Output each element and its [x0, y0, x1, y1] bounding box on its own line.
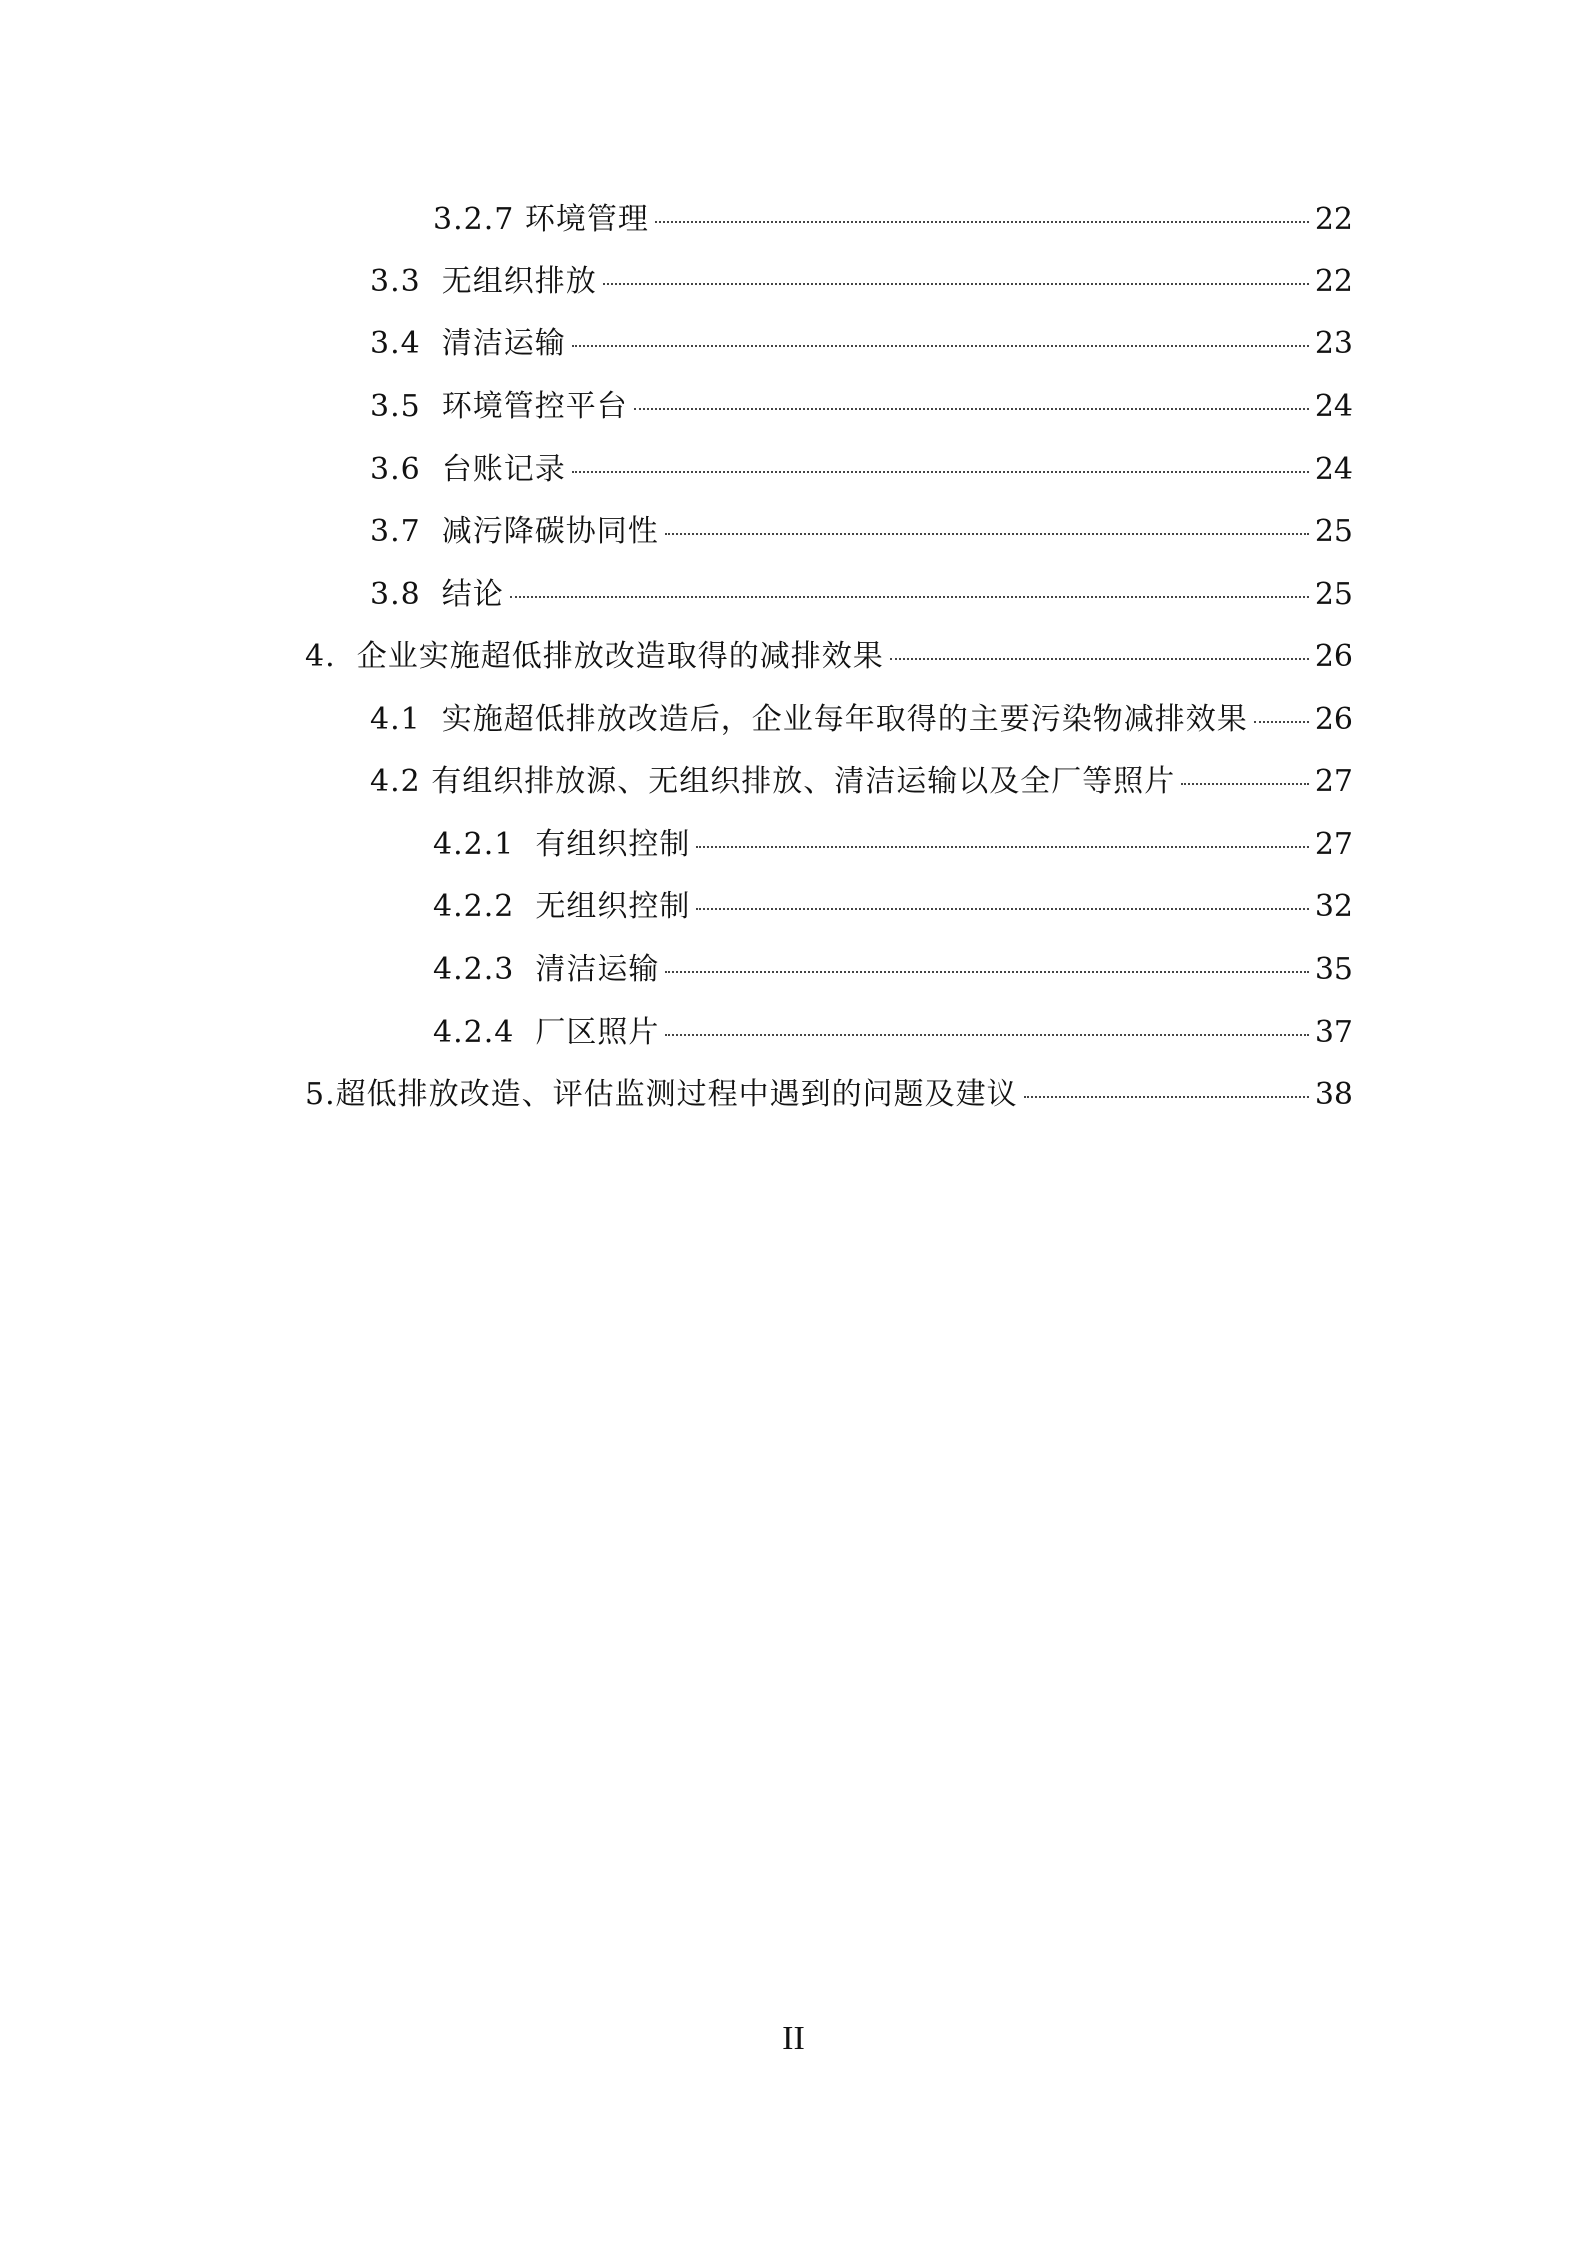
- toc-entry-4-2-1[interactable]: [433, 823, 1353, 867]
- toc-entry-4-2-3[interactable]: [433, 948, 1353, 992]
- dot-leader: [1024, 1096, 1309, 1098]
- toc-entry-number: 5.: [305, 1077, 336, 1112]
- toc-entry-number: 4.1: [370, 702, 421, 737]
- toc-entry-page: 24: [1314, 389, 1353, 424]
- toc-entry-text: 无组织排放: [441, 264, 597, 299]
- toc-entry-3-3[interactable]: [370, 260, 1353, 304]
- dot-leader: [1254, 721, 1309, 723]
- toc-entry-text: 环境管控平台: [441, 389, 628, 424]
- toc-entry-title: [433, 948, 659, 992]
- toc-entry-page: 24: [1314, 452, 1353, 487]
- toc-entry-number: 3.7: [370, 514, 421, 549]
- toc-entry-text: 有组织排放源、无组织排放、清洁运输以及全厂等照片: [431, 764, 1176, 799]
- page-number: II: [782, 2020, 805, 2057]
- toc-entry-page: 26: [1314, 702, 1353, 737]
- toc-entry-3-7[interactable]: [370, 510, 1353, 554]
- toc-entry-3-2-7[interactable]: [433, 198, 1353, 242]
- toc-entry-title: [433, 885, 690, 929]
- toc-entry-3-8[interactable]: [370, 573, 1353, 617]
- toc-entry-number: 3.8: [370, 577, 421, 612]
- toc-entry-4[interactable]: [305, 635, 1353, 679]
- dot-leader: [696, 908, 1308, 910]
- dot-leader: [603, 283, 1309, 285]
- toc-entry-number: 3.6: [370, 452, 421, 487]
- toc-entry-4-1[interactable]: [370, 698, 1353, 742]
- toc-entry-title: [433, 1011, 659, 1055]
- toc-entry-3-4[interactable]: [370, 322, 1353, 366]
- toc-entry-text: 超低排放改造、评估监测过程中遇到的问题及建议: [335, 1077, 1018, 1112]
- toc-entry-title: [370, 698, 1248, 742]
- toc-entry-number: 4.2: [370, 764, 421, 799]
- dot-leader: [696, 846, 1308, 848]
- toc-entry-text: 结论: [441, 577, 504, 612]
- toc-entry-page: 22: [1314, 202, 1353, 237]
- toc-entry-title: [433, 198, 649, 242]
- toc-entry-text: 实施超低排放改造后，企业每年取得的主要污染物减排效果: [441, 702, 1248, 737]
- toc-entry-4-2-4[interactable]: [433, 1011, 1353, 1055]
- toc-entry-5[interactable]: [305, 1073, 1353, 1117]
- toc-entry-number: 3.3: [370, 264, 421, 299]
- toc-entry-text: 环境管理: [524, 202, 649, 237]
- toc-entry-number: 4.2.2: [433, 889, 515, 924]
- toc-entry-text: 企业实施超低排放改造取得的减排效果: [356, 639, 884, 674]
- toc-entry-number: 4.2.4: [433, 1015, 515, 1050]
- toc-entry-page: 32: [1314, 889, 1353, 924]
- toc-entry-title: [370, 448, 566, 492]
- toc-entry-title: [370, 573, 504, 617]
- toc-entry-number: 4.2.3: [433, 952, 515, 987]
- toc-entry-number: 3.5: [370, 389, 421, 424]
- toc-entry-number: 4.: [305, 639, 336, 674]
- dot-leader: [665, 1034, 1308, 1036]
- toc-entry-title: [370, 510, 659, 554]
- toc-entry-text: 无组织控制: [535, 889, 691, 924]
- toc-entry-page: 25: [1314, 514, 1353, 549]
- toc-entry-title: [305, 1073, 1018, 1117]
- toc-entry-page: 37: [1314, 1015, 1353, 1050]
- toc-entry-text: 清洁运输: [535, 952, 660, 987]
- toc-entry-page: 27: [1314, 827, 1353, 862]
- toc-entry-page: 25: [1314, 577, 1353, 612]
- toc-entry-page: 26: [1314, 639, 1353, 674]
- toc-entry-number: 3.4: [370, 326, 421, 361]
- toc-entry-text: 减污降碳协同性: [441, 514, 659, 549]
- dot-leader: [665, 971, 1308, 973]
- dot-leader: [1181, 783, 1309, 785]
- toc-entry-title: [305, 635, 884, 679]
- dot-leader: [890, 658, 1309, 660]
- dot-leader: [665, 533, 1309, 535]
- toc-entry-number: 3.2.7: [433, 202, 515, 237]
- toc-entry-4-2-2[interactable]: [433, 885, 1353, 929]
- toc-entry-3-6[interactable]: [370, 448, 1353, 492]
- toc-entry-text: 台账记录: [441, 452, 566, 487]
- dot-leader: [510, 596, 1309, 598]
- toc-entry-page: 23: [1314, 326, 1353, 361]
- toc-entry-text: 清洁运输: [441, 326, 566, 361]
- toc-entry-title: [433, 823, 690, 867]
- toc-entry-page: 27: [1314, 764, 1353, 799]
- toc-entry-text: 有组织控制: [535, 827, 691, 862]
- toc-entry-title: [370, 260, 597, 304]
- toc-entry-page: 35: [1314, 952, 1353, 987]
- toc-entry-title: [370, 760, 1175, 804]
- toc-entry-title: [370, 322, 566, 366]
- toc-entry-page: 22: [1314, 264, 1353, 299]
- dot-leader: [572, 345, 1309, 347]
- toc-entry-page: 38: [1314, 1077, 1353, 1112]
- toc-entry-3-5[interactable]: [370, 385, 1353, 429]
- dot-leader: [655, 221, 1309, 223]
- dot-leader: [572, 471, 1309, 473]
- dot-leader: [634, 408, 1309, 410]
- toc-entry-number: 4.2.1: [433, 827, 515, 862]
- toc-entry-title: [370, 385, 628, 429]
- toc-entry-4-2[interactable]: [370, 760, 1353, 804]
- toc-entry-text: 厂区照片: [535, 1015, 660, 1050]
